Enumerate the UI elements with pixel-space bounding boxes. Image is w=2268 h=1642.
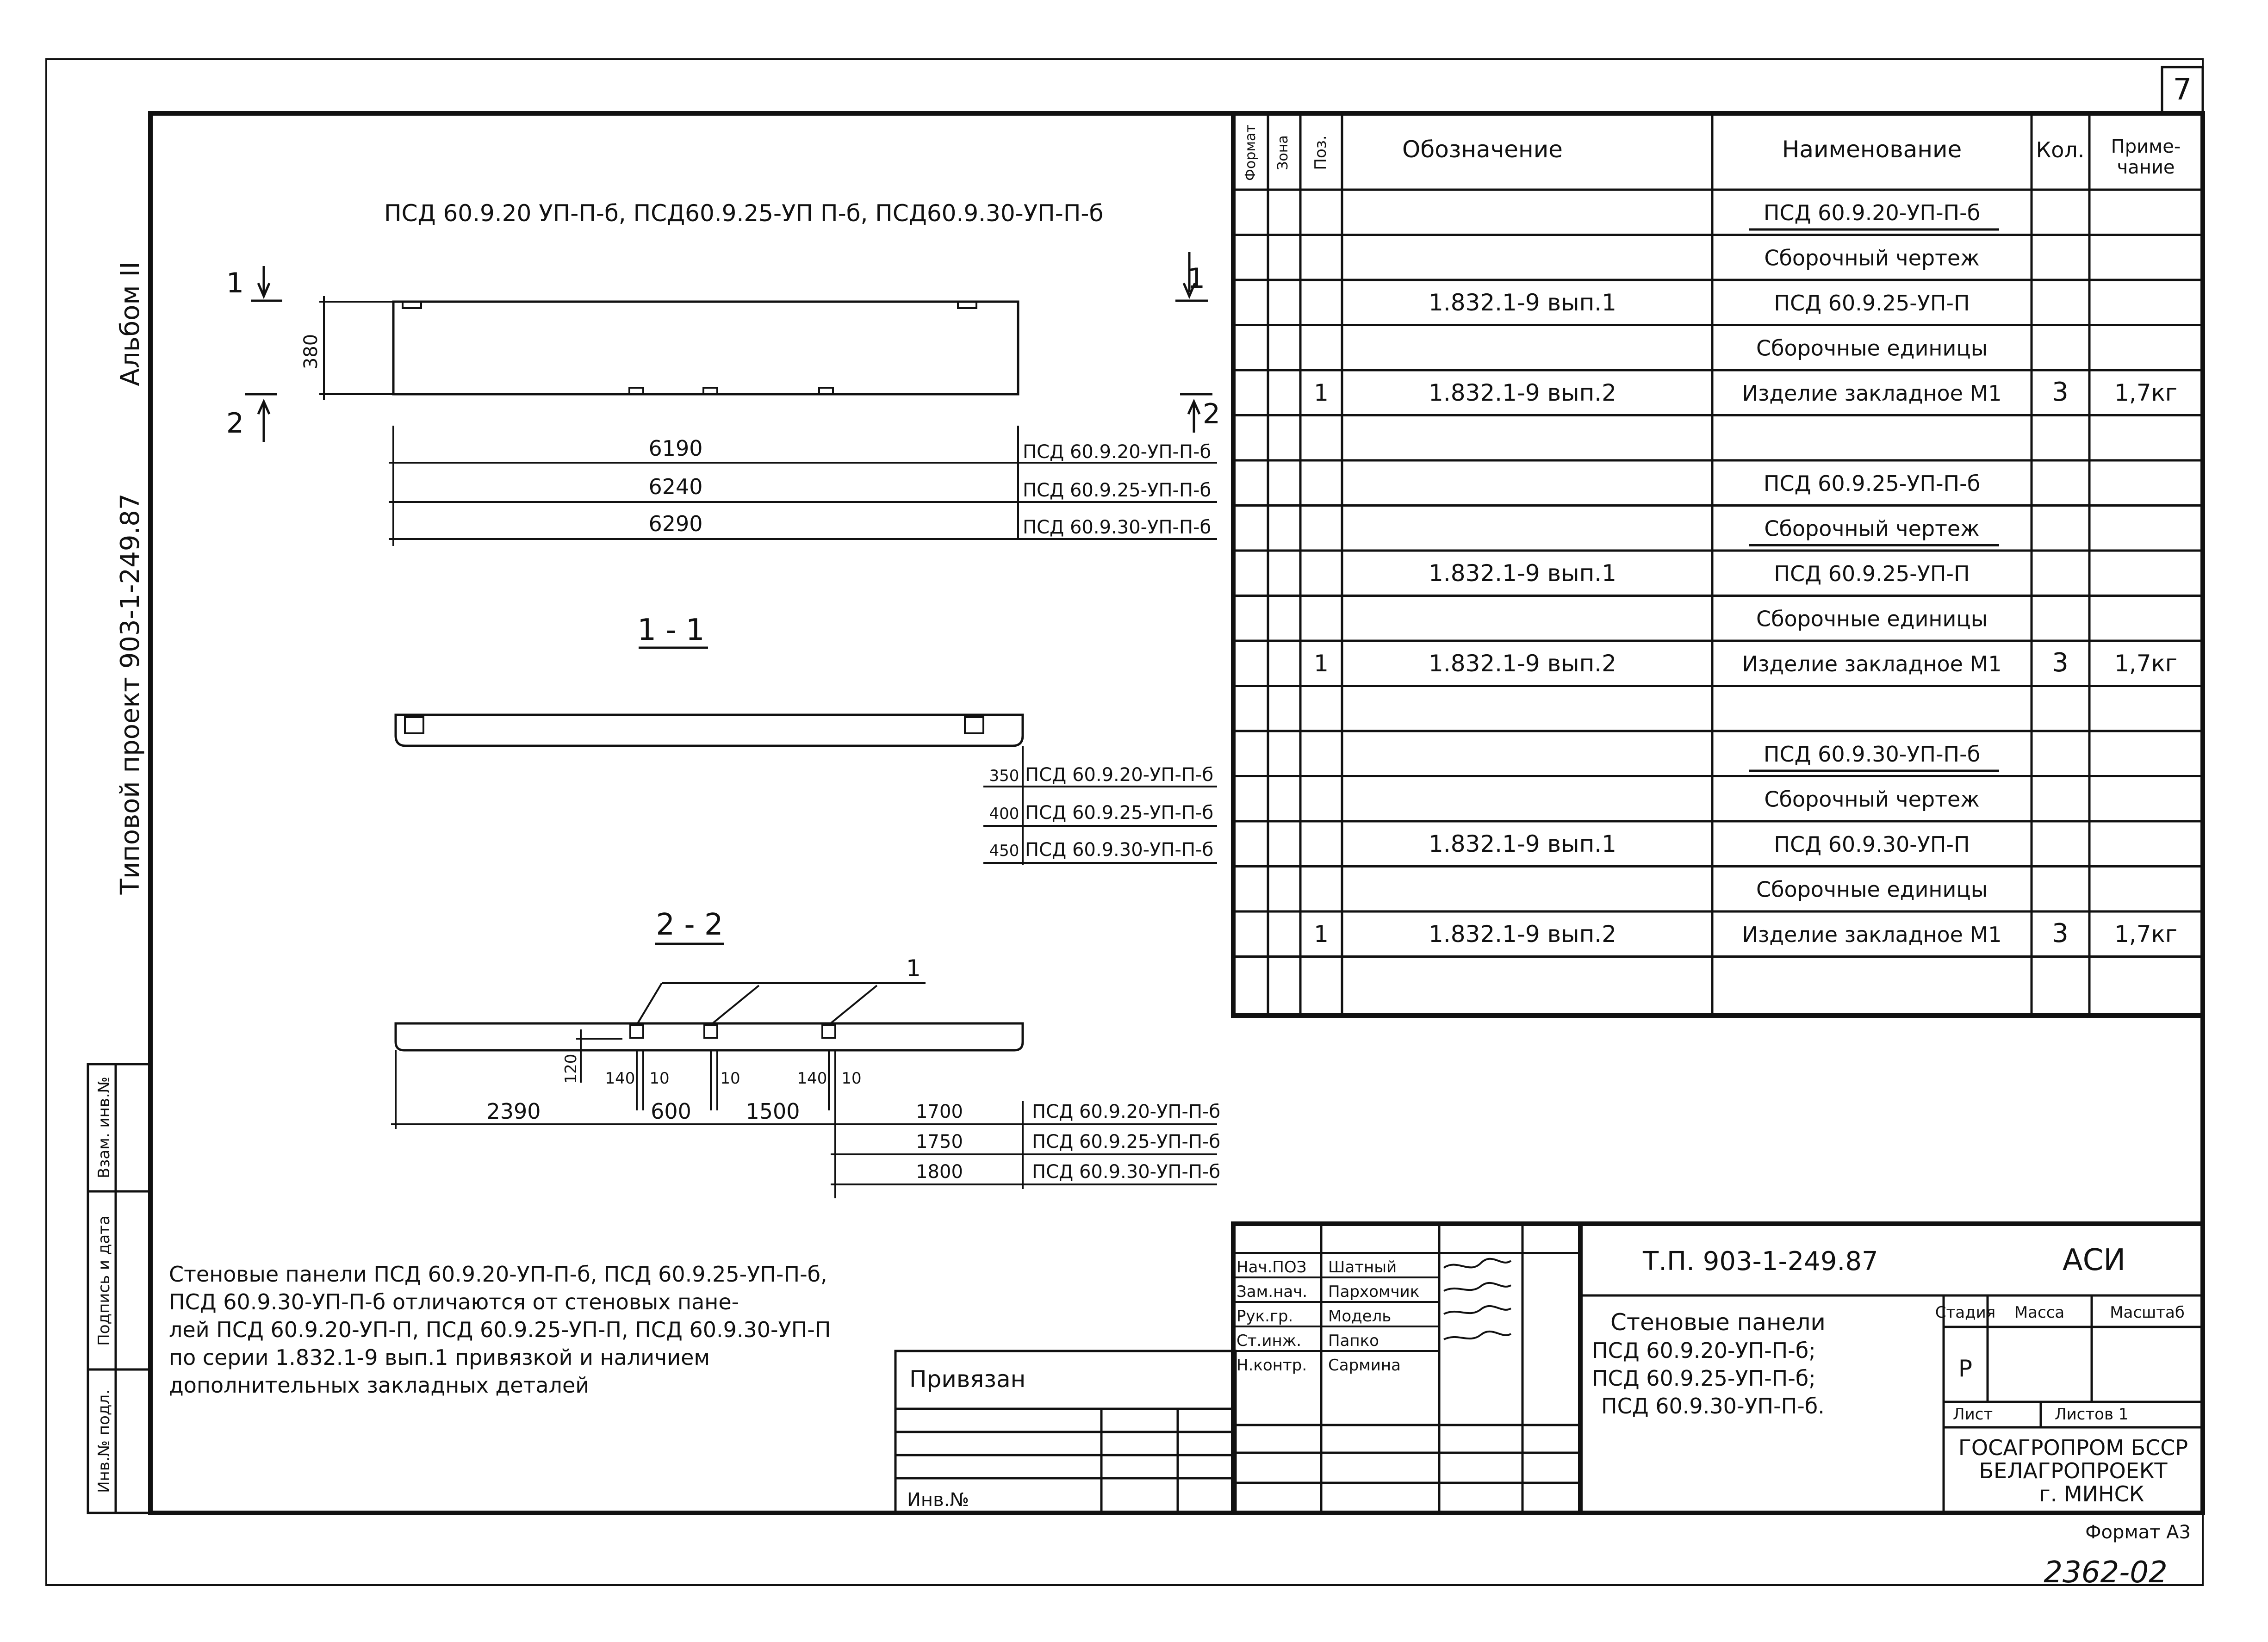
spec-row xyxy=(1233,911,2203,948)
section-2-2 xyxy=(391,908,1220,1198)
cut-mark-2-right xyxy=(1180,394,1220,433)
signature-name: Шатный xyxy=(1328,1258,1397,1276)
spec-row xyxy=(1233,506,2203,545)
spec-row xyxy=(1233,551,2203,587)
length-dimension xyxy=(389,436,1217,463)
side-stamp-replace: Взам. инв.№ xyxy=(95,1076,113,1179)
embedded-detail xyxy=(704,1025,717,1038)
cut-mark-2-left xyxy=(226,394,277,442)
privyazan-label: Привязан xyxy=(909,1366,1026,1393)
note-line: Стеновые панели ПСД 60.9.20-УП-П-б, ПСД 60.9.25-УП-П-б, xyxy=(169,1262,827,1287)
drawing-section: АСИ xyxy=(2062,1243,2126,1277)
title-block xyxy=(1233,1224,2203,1513)
spec-name: ПСД 60.9.20-УП-П-б xyxy=(1763,200,1981,225)
spec-designation: 1.832.1-9 вып.2 xyxy=(1429,379,1616,406)
svg-text:ПСД 60.9.20-УП-П-б: ПСД 60.9.20-УП-П-б xyxy=(1032,1101,1221,1122)
cut-mark-1-right xyxy=(1175,252,1208,301)
title-line: Стеновые панели xyxy=(1610,1309,1826,1336)
stage-label: Стадия xyxy=(1935,1303,1996,1322)
svg-text:6290: 6290 xyxy=(648,511,703,536)
svg-text:1800: 1800 xyxy=(916,1161,963,1183)
signature-role: Ст.инж. xyxy=(1237,1332,1302,1350)
svg-text:1500: 1500 xyxy=(746,1099,800,1124)
org-line: БЕЛАГРОПРОЕКТ xyxy=(1979,1458,2168,1483)
end-dimension xyxy=(831,1101,1220,1124)
spec-note: 1,7кг xyxy=(2114,921,2177,948)
section-1-1-title: 1 - 1 xyxy=(637,613,705,647)
signature-name: Сармина xyxy=(1328,1356,1401,1375)
signature-mark xyxy=(1444,1283,1511,1291)
note-line: лей ПСД 60.9.20-УП-П, ПСД 60.9.25-УП-П, ПСД 60.9.30-УП-П xyxy=(169,1317,831,1342)
signature-rows xyxy=(1233,1258,1439,1375)
svg-text:ПСД 60.9.30-УП-П-б: ПСД 60.9.30-УП-П-б xyxy=(1023,517,1212,538)
svg-text:ПСД 60.9.30-УП-П-б: ПСД 60.9.30-УП-П-б xyxy=(1025,839,1214,861)
spec-designation: 1.832.1-9 вып.1 xyxy=(1429,289,1616,316)
sheet-label: Лист xyxy=(1953,1405,1993,1424)
spec-row xyxy=(1233,325,2203,361)
scale-label: Масштаб xyxy=(2110,1303,2185,1322)
signature-mark xyxy=(1444,1259,1511,1268)
project-label: Типовой проект 903-1-249.87 xyxy=(115,493,145,895)
svg-text:400: 400 xyxy=(989,805,1019,823)
note-line: ПСД 60.9.30-УП-П-б отличаются от стеновых пане- xyxy=(169,1289,739,1314)
archive-code: 2362-02 xyxy=(2044,1555,2168,1590)
svg-text:ПСД 60.9.25-УП-П-б: ПСД 60.9.25-УП-П-б xyxy=(1032,1131,1221,1152)
spec-name: ПСД 60.9.30-УП-П-б xyxy=(1763,742,1981,767)
spec-name: ПСД 60.9.25-УП-П xyxy=(1774,561,1970,586)
height-dimension: 380 xyxy=(300,334,322,370)
spec-row xyxy=(1749,200,1999,229)
panel-elevation xyxy=(226,252,1220,546)
title-line: ПСД 60.9.20-УП-П-б; xyxy=(1592,1338,1816,1363)
spec-designation: 1.832.1-9 вып.1 xyxy=(1429,830,1616,857)
title-line: ПСД 60.9.30-УП-П-б. xyxy=(1601,1394,1825,1419)
binding-block xyxy=(895,1351,1236,1513)
svg-text:2390: 2390 xyxy=(486,1099,541,1124)
side-stamp-inv: Инв.№ подл. xyxy=(95,1389,113,1493)
side-stamp xyxy=(88,1064,150,1513)
note-line: по серии 1.832.1-9 вып.1 привязкой и наличием xyxy=(169,1345,710,1370)
inv-label: Инв.№ xyxy=(907,1489,969,1511)
spec-designation: 1.832.1-9 вып.2 xyxy=(1429,650,1616,677)
album-label: Альбом II xyxy=(115,261,145,386)
signature-mark xyxy=(1444,1332,1511,1339)
header-format: Формат xyxy=(1243,124,1259,181)
spec-qty: 3 xyxy=(2052,918,2069,948)
svg-text:6240: 6240 xyxy=(648,474,703,499)
header-name: Наименование xyxy=(1782,136,1962,163)
signature-name: Пархомчик xyxy=(1328,1283,1420,1301)
svg-text:600: 600 xyxy=(651,1099,691,1124)
thickness-dimension xyxy=(983,839,1217,863)
spec-name: Изделие закладное М1 xyxy=(1742,381,2002,406)
spec-designation: 1.832.1-9 вып.1 xyxy=(1429,560,1616,587)
section-2-2-title: 2 - 2 xyxy=(656,908,723,942)
svg-text:350: 350 xyxy=(989,767,1019,785)
svg-text:1750: 1750 xyxy=(916,1131,963,1152)
stage-value: Р xyxy=(1958,1355,1973,1382)
svg-text:ПСД 60.9.25-УП-П-б: ПСД 60.9.25-УП-П-б xyxy=(1025,802,1214,824)
signature-mark xyxy=(1444,1306,1511,1314)
spec-row xyxy=(1233,867,2203,902)
format-label: Формат А3 xyxy=(2085,1522,2191,1543)
signature-role: Рук.гр. xyxy=(1237,1307,1293,1326)
project-code: Т.П. 903-1-249.87 xyxy=(1643,1246,1878,1276)
length-dimension xyxy=(389,474,1217,502)
specification-table xyxy=(1233,113,2203,1016)
signature-name: Модель xyxy=(1328,1307,1392,1326)
cut-mark-1-left xyxy=(226,266,282,301)
spec-name: ПСД 60.9.30-УП-П xyxy=(1774,832,1970,857)
top-title: ПСД 60.9.20 УП-П-б, ПСД60.9.25-УП П-б, ПСД60.9.30-УП-П-б xyxy=(384,200,1104,227)
header-note-2: чание xyxy=(2117,157,2175,178)
embedded-detail xyxy=(822,1025,835,1038)
spec-designation: 1.832.1-9 вып.2 xyxy=(1429,921,1616,948)
spec-name: Сборочный чертеж xyxy=(1764,516,1980,541)
spec-name: Изделие закладное М1 xyxy=(1742,651,2002,676)
svg-text:ПСД 60.9.30-УП-П-б: ПСД 60.9.30-УП-П-б xyxy=(1032,1161,1221,1183)
svg-text:120: 120 xyxy=(562,1053,580,1084)
org-line: ГОСАГРОПРОМ БССР xyxy=(1958,1435,2188,1460)
thickness-dimension xyxy=(983,802,1217,826)
spec-note: 1,7кг xyxy=(2114,379,2177,406)
signature-role: Зам.нач. xyxy=(1237,1283,1308,1301)
thickness-dimension xyxy=(983,764,1217,791)
svg-text:140: 140 xyxy=(605,1069,635,1088)
spec-name: Сборочные единицы xyxy=(1756,335,1988,361)
svg-text:10: 10 xyxy=(649,1069,670,1088)
svg-text:ПСД 60.9.20-УП-П-б: ПСД 60.9.20-УП-П-б xyxy=(1025,764,1214,786)
signature-name: Папко xyxy=(1328,1332,1379,1350)
svg-text:1: 1 xyxy=(226,267,244,299)
svg-text:10: 10 xyxy=(720,1069,740,1088)
end-dimension xyxy=(831,1131,1220,1154)
spec-row xyxy=(1233,641,2203,678)
header-qty: Кол. xyxy=(2036,137,2085,162)
svg-text:2: 2 xyxy=(1202,398,1221,430)
embedded-detail xyxy=(630,1025,643,1038)
spec-name: ПСД 60.9.25-УП-П-б xyxy=(1763,471,1981,496)
section-1-1-profile xyxy=(396,715,1023,746)
svg-text:1700: 1700 xyxy=(916,1101,963,1122)
spec-row xyxy=(1233,460,2203,496)
spec-pos: 1 xyxy=(1314,921,1329,948)
header-zone: Зона xyxy=(1275,135,1291,170)
spec-row xyxy=(1233,731,2203,771)
spec-name: Сборочные единицы xyxy=(1756,606,1988,632)
spec-row xyxy=(1233,280,2203,316)
note-line: дополнительных закладных деталей xyxy=(169,1373,590,1398)
spec-pos: 1 xyxy=(1314,650,1329,677)
end-dimension xyxy=(831,1161,1220,1184)
panel-outline xyxy=(393,302,1018,394)
spec-name: Сборочный чертеж xyxy=(1764,787,1980,812)
spec-name: Сборочный чертеж xyxy=(1764,245,1980,271)
svg-text:ПСД 60.9.25-УП-П-б: ПСД 60.9.25-УП-П-б xyxy=(1023,480,1212,501)
side-stamp-sign-date: Подпись и дата xyxy=(95,1215,113,1346)
signature-role: Нач.ПОЗ xyxy=(1237,1258,1307,1276)
sheet-number: 7 xyxy=(2173,73,2192,107)
svg-text:450: 450 xyxy=(989,842,1019,860)
org-line: г. МИНСК xyxy=(2039,1481,2144,1506)
spec-row xyxy=(1233,370,2203,407)
spec-name: Сборочные единицы xyxy=(1756,877,1988,902)
spec-qty: 3 xyxy=(2052,377,2069,407)
svg-text:10: 10 xyxy=(841,1069,862,1088)
svg-text:140: 140 xyxy=(797,1069,827,1088)
spec-rows xyxy=(1233,200,2203,957)
section-1-1 xyxy=(396,613,1217,865)
header-pos: Поз. xyxy=(1311,135,1330,170)
header-note: Приме- xyxy=(2111,136,2181,157)
leader-label: 1 xyxy=(906,955,921,982)
spec-qty: 3 xyxy=(2052,648,2069,678)
spec-name: ПСД 60.9.25-УП-П xyxy=(1774,291,1970,316)
svg-text:ПСД 60.9.20-УП-П-б: ПСД 60.9.20-УП-П-б xyxy=(1023,441,1212,463)
header-designation: Обозначение xyxy=(1402,136,1563,163)
mass-label: Масса xyxy=(2014,1303,2065,1322)
note-block xyxy=(169,1262,831,1398)
spec-row xyxy=(1233,821,2203,857)
spec-row xyxy=(1233,776,2203,812)
svg-text:1: 1 xyxy=(1187,262,1205,295)
signature-role: Н.контр. xyxy=(1237,1356,1307,1375)
spec-pos: 1 xyxy=(1314,379,1329,406)
svg-text:2: 2 xyxy=(226,407,244,440)
spec-note: 1,7кг xyxy=(2114,650,2177,677)
sheets-label: Листов 1 xyxy=(2055,1405,2129,1424)
svg-text:6190: 6190 xyxy=(648,436,703,461)
spec-name: Изделие закладное М1 xyxy=(1742,922,2002,947)
spec-row xyxy=(1233,596,2203,632)
length-dimension xyxy=(389,511,1217,539)
title-line: ПСД 60.9.25-УП-П-б; xyxy=(1592,1366,1816,1391)
spec-row xyxy=(1233,235,2203,271)
